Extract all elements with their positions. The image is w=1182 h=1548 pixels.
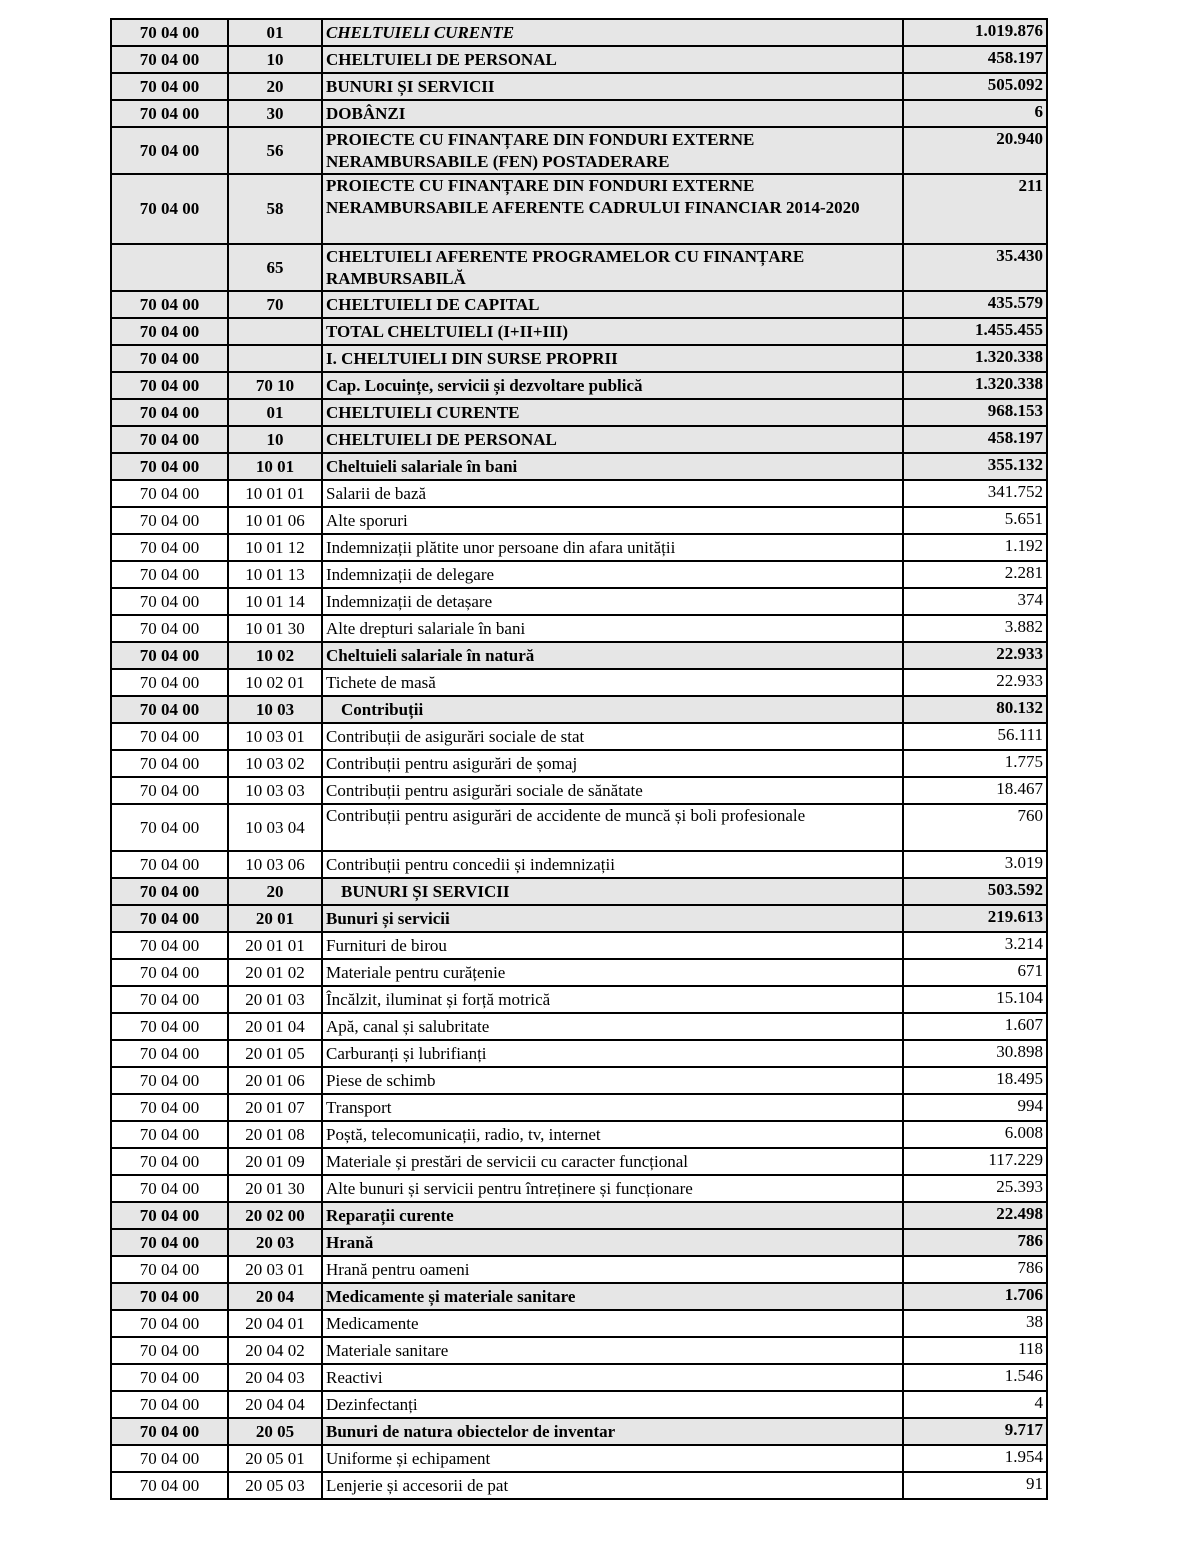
chapter-code-cell: 70 04 00 bbox=[111, 615, 228, 642]
chapter-code-cell: 70 04 00 bbox=[111, 1229, 228, 1256]
table-row bbox=[111, 878, 1047, 905]
table-row bbox=[111, 46, 1047, 73]
article-code-cell: 56 bbox=[228, 127, 322, 174]
description-cell: Contribuții pentru asigurări sociale de sănătate bbox=[322, 777, 903, 804]
amount-cell: 211 bbox=[903, 174, 1047, 244]
article-code-cell: 20 03 01 bbox=[228, 1256, 322, 1283]
article-code-cell: 10 01 14 bbox=[228, 588, 322, 615]
description-cell: Materiale sanitare bbox=[322, 1337, 903, 1364]
chapter-code-cell: 70 04 00 bbox=[111, 642, 228, 669]
chapter-code-cell: 70 04 00 bbox=[111, 804, 228, 851]
table-row bbox=[111, 986, 1047, 1013]
amount-cell: 56.111 bbox=[903, 723, 1047, 750]
table-row bbox=[111, 959, 1047, 986]
description-cell: Cheltuieli salariale în bani bbox=[322, 453, 903, 480]
chapter-code-cell: 70 04 00 bbox=[111, 1310, 228, 1337]
description-cell: Contribuții pentru asigurări de șomaj bbox=[322, 750, 903, 777]
chapter-code-cell bbox=[111, 244, 228, 291]
chapter-code-cell: 70 04 00 bbox=[111, 291, 228, 318]
chapter-code-cell: 70 04 00 bbox=[111, 723, 228, 750]
article-code-cell: 10 01 13 bbox=[228, 561, 322, 588]
article-code-cell: 20 01 02 bbox=[228, 959, 322, 986]
table-row bbox=[111, 1067, 1047, 1094]
description-cell: Medicamente bbox=[322, 1310, 903, 1337]
description-cell: Apă, canal și salubritate bbox=[322, 1013, 903, 1040]
table-row bbox=[111, 372, 1047, 399]
article-code-cell: 20 01 05 bbox=[228, 1040, 322, 1067]
amount-cell: 760 bbox=[903, 804, 1047, 851]
table-row bbox=[111, 723, 1047, 750]
amount-cell: 6.008 bbox=[903, 1121, 1047, 1148]
table-row bbox=[111, 174, 1047, 244]
article-code-cell: 20 01 01 bbox=[228, 932, 322, 959]
amount-cell: 1.775 bbox=[903, 750, 1047, 777]
table-row bbox=[111, 453, 1047, 480]
description-cell: CHELTUIELI DE PERSONAL bbox=[322, 426, 903, 453]
article-code-cell: 10 bbox=[228, 426, 322, 453]
table-row bbox=[111, 642, 1047, 669]
amount-cell: 20.940 bbox=[903, 127, 1047, 174]
table-row bbox=[111, 1445, 1047, 1472]
amount-cell: 3.019 bbox=[903, 851, 1047, 878]
amount-cell: 3.214 bbox=[903, 932, 1047, 959]
description-cell: Carburanți și lubrifianți bbox=[322, 1040, 903, 1067]
article-code-cell: 10 01 12 bbox=[228, 534, 322, 561]
description-cell: Indemnizații de delegare bbox=[322, 561, 903, 588]
chapter-code-cell: 70 04 00 bbox=[111, 669, 228, 696]
chapter-code-cell: 70 04 00 bbox=[111, 1067, 228, 1094]
amount-cell: 968.153 bbox=[903, 399, 1047, 426]
amount-cell: 80.132 bbox=[903, 696, 1047, 723]
table-row bbox=[111, 73, 1047, 100]
amount-cell: 18.467 bbox=[903, 777, 1047, 804]
amount-cell: 35.430 bbox=[903, 244, 1047, 291]
description-cell: Materiale pentru curățenie bbox=[322, 959, 903, 986]
chapter-code-cell: 70 04 00 bbox=[111, 1256, 228, 1283]
description-cell: BUNURI ȘI SERVICII bbox=[322, 73, 903, 100]
table-row bbox=[111, 100, 1047, 127]
description-cell: Reactivi bbox=[322, 1364, 903, 1391]
description-cell: Salarii de bază bbox=[322, 480, 903, 507]
article-code-cell: 20 01 04 bbox=[228, 1013, 322, 1040]
description-cell: Contribuții pentru asigurări de accidente de muncă și boli profesionale bbox=[322, 804, 903, 851]
description-cell: Transport bbox=[322, 1094, 903, 1121]
article-code-cell: 20 01 08 bbox=[228, 1121, 322, 1148]
amount-cell: 4 bbox=[903, 1391, 1047, 1418]
chapter-code-cell: 70 04 00 bbox=[111, 1364, 228, 1391]
description-cell: Alte drepturi salariale în bani bbox=[322, 615, 903, 642]
chapter-code-cell: 70 04 00 bbox=[111, 1445, 228, 1472]
description-cell: PROIECTE CU FINANȚARE DIN FONDURI EXTERNE NERAMBURSABILE (FEN) POSTADERARE bbox=[322, 127, 903, 174]
chapter-code-cell: 70 04 00 bbox=[111, 507, 228, 534]
table-row bbox=[111, 1310, 1047, 1337]
chapter-code-cell: 70 04 00 bbox=[111, 318, 228, 345]
amount-cell: 671 bbox=[903, 959, 1047, 986]
amount-cell: 30.898 bbox=[903, 1040, 1047, 1067]
table-row bbox=[111, 1229, 1047, 1256]
budget-table bbox=[110, 18, 1048, 1500]
chapter-code-cell: 70 04 00 bbox=[111, 480, 228, 507]
article-code-cell: 20 05 01 bbox=[228, 1445, 322, 1472]
table-row bbox=[111, 1094, 1047, 1121]
amount-cell: 341.752 bbox=[903, 480, 1047, 507]
amount-cell: 117.229 bbox=[903, 1148, 1047, 1175]
chapter-code-cell: 70 04 00 bbox=[111, 1148, 228, 1175]
article-code-cell: 20 02 00 bbox=[228, 1202, 322, 1229]
article-code-cell: 10 01 bbox=[228, 453, 322, 480]
article-code-cell: 70 bbox=[228, 291, 322, 318]
chapter-code-cell: 70 04 00 bbox=[111, 561, 228, 588]
budget-table-body bbox=[111, 19, 1047, 1499]
amount-cell: 1.607 bbox=[903, 1013, 1047, 1040]
amount-cell: 435.579 bbox=[903, 291, 1047, 318]
description-cell: Indemnizații de detașare bbox=[322, 588, 903, 615]
article-code-cell: 20 01 09 bbox=[228, 1148, 322, 1175]
table-row bbox=[111, 1472, 1047, 1499]
amount-cell: 458.197 bbox=[903, 46, 1047, 73]
amount-cell: 1.192 bbox=[903, 534, 1047, 561]
amount-cell: 458.197 bbox=[903, 426, 1047, 453]
article-code-cell: 10 03 02 bbox=[228, 750, 322, 777]
description-cell: CHELTUIELI CURENTE bbox=[322, 399, 903, 426]
description-cell: BUNURI ȘI SERVICII bbox=[322, 878, 903, 905]
table-row bbox=[111, 345, 1047, 372]
amount-cell: 374 bbox=[903, 588, 1047, 615]
description-cell: Dezinfectanți bbox=[322, 1391, 903, 1418]
description-cell: Alte sporuri bbox=[322, 507, 903, 534]
amount-cell: 994 bbox=[903, 1094, 1047, 1121]
table-row bbox=[111, 851, 1047, 878]
amount-cell: 38 bbox=[903, 1310, 1047, 1337]
table-row bbox=[111, 1391, 1047, 1418]
description-cell: Bunuri de natura obiectelor de inventar bbox=[322, 1418, 903, 1445]
table-row bbox=[111, 1121, 1047, 1148]
description-cell: PROIECTE CU FINANȚARE DIN FONDURI EXTERNE NERAMBURSABILE AFERENTE CADRULUI FINANCIAR 2014-2020 bbox=[322, 174, 903, 244]
amount-cell: 9.717 bbox=[903, 1418, 1047, 1445]
description-cell: Cap. Locuințe, servicii și dezvoltare publică bbox=[322, 372, 903, 399]
table-row bbox=[111, 507, 1047, 534]
table-row bbox=[111, 615, 1047, 642]
amount-cell: 18.495 bbox=[903, 1067, 1047, 1094]
article-code-cell: 10 01 06 bbox=[228, 507, 322, 534]
article-code-cell: 10 03 06 bbox=[228, 851, 322, 878]
amount-cell: 1.706 bbox=[903, 1283, 1047, 1310]
chapter-code-cell: 70 04 00 bbox=[111, 1391, 228, 1418]
chapter-code-cell: 70 04 00 bbox=[111, 932, 228, 959]
table-row bbox=[111, 588, 1047, 615]
table-row bbox=[111, 932, 1047, 959]
chapter-code-cell: 70 04 00 bbox=[111, 372, 228, 399]
description-cell: Indemnizații plătite unor persoane din afara unității bbox=[322, 534, 903, 561]
article-code-cell: 10 03 bbox=[228, 696, 322, 723]
amount-cell: 118 bbox=[903, 1337, 1047, 1364]
description-cell: DOBÂNZI bbox=[322, 100, 903, 127]
table-row bbox=[111, 1418, 1047, 1445]
amount-cell: 503.592 bbox=[903, 878, 1047, 905]
amount-cell: 25.393 bbox=[903, 1175, 1047, 1202]
description-cell: Hrană pentru oameni bbox=[322, 1256, 903, 1283]
chapter-code-cell: 70 04 00 bbox=[111, 905, 228, 932]
article-code-cell: 20 01 06 bbox=[228, 1067, 322, 1094]
amount-cell: 91 bbox=[903, 1472, 1047, 1499]
amount-cell: 2.281 bbox=[903, 561, 1047, 588]
article-code-cell: 70 10 bbox=[228, 372, 322, 399]
chapter-code-cell: 70 04 00 bbox=[111, 46, 228, 73]
article-code-cell: 10 02 01 bbox=[228, 669, 322, 696]
article-code-cell: 10 03 03 bbox=[228, 777, 322, 804]
chapter-code-cell: 70 04 00 bbox=[111, 750, 228, 777]
description-cell: Lenjerie și accesorii de pat bbox=[322, 1472, 903, 1499]
table-row bbox=[111, 804, 1047, 851]
article-code-cell: 20 bbox=[228, 878, 322, 905]
description-cell: Cheltuieli salariale în natură bbox=[322, 642, 903, 669]
article-code-cell: 20 05 bbox=[228, 1418, 322, 1445]
description-cell: Tichete de masă bbox=[322, 669, 903, 696]
chapter-code-cell: 70 04 00 bbox=[111, 986, 228, 1013]
amount-cell: 505.092 bbox=[903, 73, 1047, 100]
description-cell: Furnituri de birou bbox=[322, 932, 903, 959]
table-row bbox=[111, 1040, 1047, 1067]
amount-cell: 22.933 bbox=[903, 642, 1047, 669]
description-cell: CHELTUIELI AFERENTE PROGRAMELOR CU FINANȚARE RAMBURSABILĂ bbox=[322, 244, 903, 291]
chapter-code-cell: 70 04 00 bbox=[111, 588, 228, 615]
table-row bbox=[111, 1283, 1047, 1310]
article-code-cell: 20 04 03 bbox=[228, 1364, 322, 1391]
article-code-cell: 10 02 bbox=[228, 642, 322, 669]
article-code-cell: 20 bbox=[228, 73, 322, 100]
table-row bbox=[111, 561, 1047, 588]
table-row bbox=[111, 1337, 1047, 1364]
amount-cell: 1.320.338 bbox=[903, 345, 1047, 372]
amount-cell: 1.019.876 bbox=[903, 19, 1047, 46]
article-code-cell: 65 bbox=[228, 244, 322, 291]
chapter-code-cell: 70 04 00 bbox=[111, 851, 228, 878]
chapter-code-cell: 70 04 00 bbox=[111, 1472, 228, 1499]
description-cell: Contribuții pentru concedii și indemnizații bbox=[322, 851, 903, 878]
amount-cell: 1.320.338 bbox=[903, 372, 1047, 399]
table-row bbox=[111, 534, 1047, 561]
table-row bbox=[111, 1364, 1047, 1391]
description-cell: I. CHELTUIELI DIN SURSE PROPRII bbox=[322, 345, 903, 372]
description-cell: CHELTUIELI DE CAPITAL bbox=[322, 291, 903, 318]
amount-cell: 219.613 bbox=[903, 905, 1047, 932]
article-code-cell bbox=[228, 318, 322, 345]
chapter-code-cell: 70 04 00 bbox=[111, 959, 228, 986]
chapter-code-cell: 70 04 00 bbox=[111, 1040, 228, 1067]
chapter-code-cell: 70 04 00 bbox=[111, 1202, 228, 1229]
article-code-cell: 20 04 01 bbox=[228, 1310, 322, 1337]
article-code-cell: 10 01 01 bbox=[228, 480, 322, 507]
article-code-cell: 20 03 bbox=[228, 1229, 322, 1256]
table-row bbox=[111, 750, 1047, 777]
description-cell: Materiale și prestări de servicii cu caracter funcțional bbox=[322, 1148, 903, 1175]
amount-cell: 22.933 bbox=[903, 669, 1047, 696]
table-row bbox=[111, 244, 1047, 291]
article-code-cell: 20 04 bbox=[228, 1283, 322, 1310]
description-cell: CHELTUIELI DE PERSONAL bbox=[322, 46, 903, 73]
amount-cell: 1.546 bbox=[903, 1364, 1047, 1391]
description-cell: Hrană bbox=[322, 1229, 903, 1256]
table-row bbox=[111, 318, 1047, 345]
description-cell: Încălzit, iluminat și forță motrică bbox=[322, 986, 903, 1013]
amount-cell: 1.455.455 bbox=[903, 318, 1047, 345]
table-row bbox=[111, 19, 1047, 46]
article-code-cell: 20 01 30 bbox=[228, 1175, 322, 1202]
description-cell: Medicamente și materiale sanitare bbox=[322, 1283, 903, 1310]
table-row bbox=[111, 1202, 1047, 1229]
table-row bbox=[111, 426, 1047, 453]
chapter-code-cell: 70 04 00 bbox=[111, 174, 228, 244]
amount-cell: 1.954 bbox=[903, 1445, 1047, 1472]
table-row bbox=[111, 1148, 1047, 1175]
chapter-code-cell: 70 04 00 bbox=[111, 426, 228, 453]
chapter-code-cell: 70 04 00 bbox=[111, 19, 228, 46]
article-code-cell: 01 bbox=[228, 399, 322, 426]
article-code-cell: 30 bbox=[228, 100, 322, 127]
description-cell: CHELTUIELI CURENTE bbox=[322, 19, 903, 46]
description-cell: Reparații curente bbox=[322, 1202, 903, 1229]
description-cell: Piese de schimb bbox=[322, 1067, 903, 1094]
table-row bbox=[111, 1013, 1047, 1040]
chapter-code-cell: 70 04 00 bbox=[111, 73, 228, 100]
table-row bbox=[111, 905, 1047, 932]
chapter-code-cell: 70 04 00 bbox=[111, 1013, 228, 1040]
article-code-cell: 20 04 02 bbox=[228, 1337, 322, 1364]
article-code-cell: 10 03 04 bbox=[228, 804, 322, 851]
chapter-code-cell: 70 04 00 bbox=[111, 696, 228, 723]
amount-cell: 3.882 bbox=[903, 615, 1047, 642]
chapter-code-cell: 70 04 00 bbox=[111, 127, 228, 174]
article-code-cell: 01 bbox=[228, 19, 322, 46]
description-cell: TOTAL CHELTUIELI (I+II+III) bbox=[322, 318, 903, 345]
description-cell: Alte bunuri și servicii pentru întreținere și funcționare bbox=[322, 1175, 903, 1202]
description-cell: Bunuri și servicii bbox=[322, 905, 903, 932]
article-code-cell: 20 01 03 bbox=[228, 986, 322, 1013]
article-code-cell: 58 bbox=[228, 174, 322, 244]
article-code-cell: 10 03 01 bbox=[228, 723, 322, 750]
article-code-cell bbox=[228, 345, 322, 372]
chapter-code-cell: 70 04 00 bbox=[111, 534, 228, 561]
amount-cell: 6 bbox=[903, 100, 1047, 127]
amount-cell: 5.651 bbox=[903, 507, 1047, 534]
chapter-code-cell: 70 04 00 bbox=[111, 1121, 228, 1148]
table-row bbox=[111, 1175, 1047, 1202]
table-row bbox=[111, 777, 1047, 804]
article-code-cell: 10 01 30 bbox=[228, 615, 322, 642]
article-code-cell: 20 01 07 bbox=[228, 1094, 322, 1121]
chapter-code-cell: 70 04 00 bbox=[111, 1175, 228, 1202]
amount-cell: 355.132 bbox=[903, 453, 1047, 480]
chapter-code-cell: 70 04 00 bbox=[111, 777, 228, 804]
chapter-code-cell: 70 04 00 bbox=[111, 453, 228, 480]
table-row bbox=[111, 669, 1047, 696]
table-row bbox=[111, 291, 1047, 318]
description-cell: Poștă, telecomunicații, radio, tv, internet bbox=[322, 1121, 903, 1148]
chapter-code-cell: 70 04 00 bbox=[111, 1418, 228, 1445]
chapter-code-cell: 70 04 00 bbox=[111, 1094, 228, 1121]
description-cell: Contribuții bbox=[322, 696, 903, 723]
table-row bbox=[111, 127, 1047, 174]
article-code-cell: 20 01 bbox=[228, 905, 322, 932]
amount-cell: 22.498 bbox=[903, 1202, 1047, 1229]
amount-cell: 786 bbox=[903, 1229, 1047, 1256]
table-row bbox=[111, 696, 1047, 723]
table-row bbox=[111, 480, 1047, 507]
chapter-code-cell: 70 04 00 bbox=[111, 878, 228, 905]
table-row bbox=[111, 1256, 1047, 1283]
amount-cell: 15.104 bbox=[903, 986, 1047, 1013]
article-code-cell: 20 05 03 bbox=[228, 1472, 322, 1499]
amount-cell: 786 bbox=[903, 1256, 1047, 1283]
chapter-code-cell: 70 04 00 bbox=[111, 100, 228, 127]
table-row bbox=[111, 399, 1047, 426]
description-cell: Contribuții de asigurări sociale de stat bbox=[322, 723, 903, 750]
chapter-code-cell: 70 04 00 bbox=[111, 399, 228, 426]
chapter-code-cell: 70 04 00 bbox=[111, 1337, 228, 1364]
article-code-cell: 20 04 04 bbox=[228, 1391, 322, 1418]
article-code-cell: 10 bbox=[228, 46, 322, 73]
description-cell: Uniforme și echipament bbox=[322, 1445, 903, 1472]
chapter-code-cell: 70 04 00 bbox=[111, 1283, 228, 1310]
chapter-code-cell: 70 04 00 bbox=[111, 345, 228, 372]
